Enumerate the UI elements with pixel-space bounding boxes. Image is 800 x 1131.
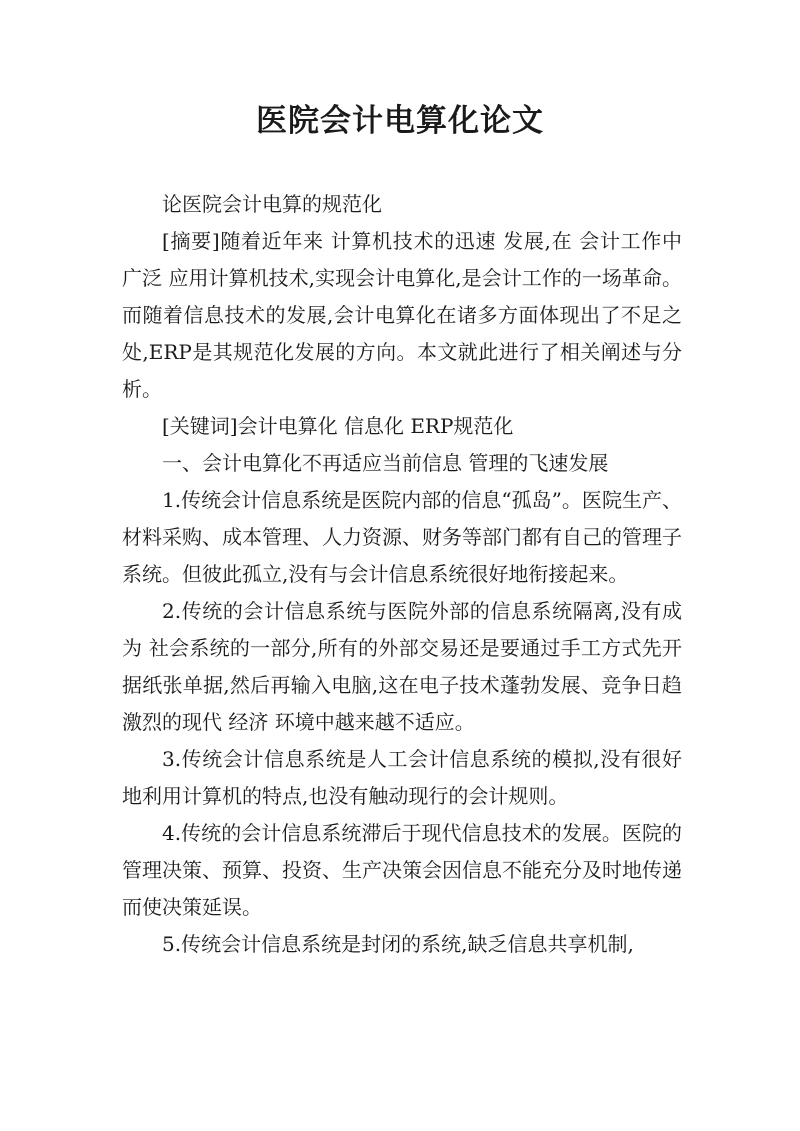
body-paragraph: 1.传统会计信息系统是医院内部的信息“孤岛”。医院生产、材料采购、成本管理、人力资源、财务等部门都有自己的管理子系统。但彼此孤立,没有与会计信息系统很好地衔接起来。 (122, 488, 682, 586)
keywords-paragraph: [关键词]会计电算化 信息化 ERP规范化 (162, 414, 514, 438)
document-title: 医院会计电算化论文 (256, 103, 544, 139)
body-paragraph: 2.传统的会计信息系统与医院外部的信息系统隔离,没有成为 社会系统的一部分,所有的外部交易还是要通过手工方式先开据纸张单据,然后再输入电脑,这在电子技术蓬勃发展、竞争日趋激烈的现代 经济 环境中越来越不适应。 (122, 599, 682, 734)
body-paragraph: 3.传统会计信息系统是人工会计信息系统的模拟,没有很好地利用计算机的特点,也没有触动现行的会计规则。 (122, 747, 682, 808)
section-heading: 一、会计电算化不再适应当前信息 管理的飞速发展 (162, 451, 609, 475)
abstract-paragraph: [摘要]随着近年来 计算机技术的迅速 发展,在 会计工作中广泛 应用计算机技术,实现会计电算化,是会计工作的一场革命。而随着信息技术的发展,会计电算化在诸多方面体现出了不足之处,ERP是其规范化发展的方向。本文就此进行了相关阐述与分析。 (122, 229, 682, 401)
document-body (122, 186, 682, 963)
subtitle-paragraph: 论医院会计电算的规范化 (162, 192, 382, 216)
body-paragraph: 5.传统会计信息系统是封闭的系统,缺乏信息共享机制, (162, 932, 634, 956)
body-paragraph: 4.传统的会计信息系统滞后于现代信息技术的发展。医院的管理决策、预算、投资、生产决策会因信息不能充分及时地传递而使决策延误。 (122, 821, 682, 919)
